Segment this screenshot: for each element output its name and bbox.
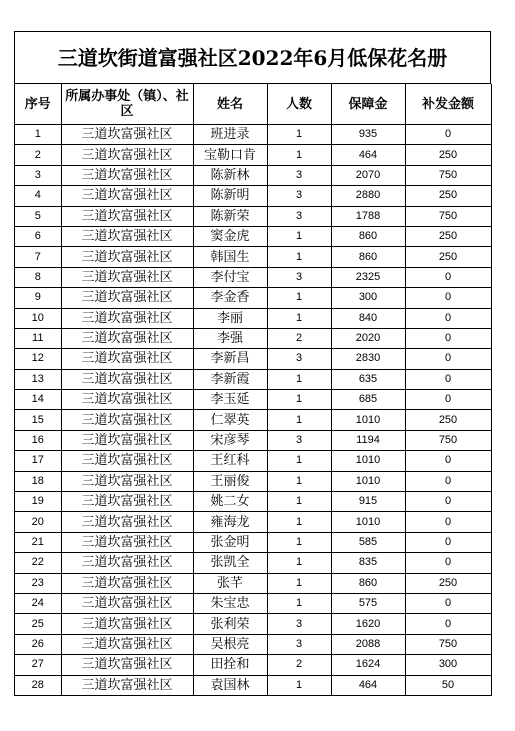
cell-count: 1 xyxy=(267,125,331,145)
cell-seq: 3 xyxy=(15,165,61,185)
table-row xyxy=(15,288,491,308)
cell-backpay: 50 xyxy=(405,675,491,695)
cell-office: 三道坎富强社区 xyxy=(61,492,193,512)
cell-office: 三道坎富强社区 xyxy=(61,247,193,267)
table-body xyxy=(15,125,491,696)
table-row xyxy=(15,206,491,226)
cell-allowance: 935 xyxy=(331,125,405,145)
cell-count: 1 xyxy=(267,288,331,308)
header-allowance: 保障金 xyxy=(331,84,405,125)
cell-office: 三道坎富强社区 xyxy=(61,614,193,634)
cell-seq: 23 xyxy=(15,573,61,593)
cell-backpay: 300 xyxy=(405,655,491,675)
cell-allowance: 635 xyxy=(331,369,405,389)
cell-seq: 15 xyxy=(15,410,61,430)
cell-backpay: 0 xyxy=(405,328,491,348)
cell-count: 1 xyxy=(267,369,331,389)
roster-table xyxy=(15,84,492,696)
cell-name: 窦金虎 xyxy=(193,226,267,246)
table-row xyxy=(15,634,491,654)
cell-backpay: 250 xyxy=(405,226,491,246)
table-row xyxy=(15,512,491,532)
table-row xyxy=(15,308,491,328)
cell-office: 三道坎富强社区 xyxy=(61,186,193,206)
table-row xyxy=(15,390,491,410)
cell-backpay: 250 xyxy=(405,186,491,206)
table-row xyxy=(15,410,491,430)
cell-seq: 5 xyxy=(15,206,61,226)
cell-backpay: 250 xyxy=(405,573,491,593)
cell-name: 李新昌 xyxy=(193,349,267,369)
cell-count: 3 xyxy=(267,430,331,450)
cell-backpay: 0 xyxy=(405,308,491,328)
cell-allowance: 860 xyxy=(331,573,405,593)
header-count: 人数 xyxy=(267,84,331,125)
cell-office: 三道坎富强社区 xyxy=(61,267,193,287)
cell-allowance: 1788 xyxy=(331,206,405,226)
cell-name: 陈新荣 xyxy=(193,206,267,226)
cell-seq: 27 xyxy=(15,655,61,675)
cell-count: 1 xyxy=(267,247,331,267)
cell-name: 姚二女 xyxy=(193,492,267,512)
cell-allowance: 835 xyxy=(331,553,405,573)
cell-count: 1 xyxy=(267,410,331,430)
cell-count: 1 xyxy=(267,471,331,491)
cell-allowance: 915 xyxy=(331,492,405,512)
cell-count: 2 xyxy=(267,655,331,675)
cell-office: 三道坎富强社区 xyxy=(61,206,193,226)
cell-allowance: 2880 xyxy=(331,186,405,206)
table-row xyxy=(15,573,491,593)
cell-seq: 7 xyxy=(15,247,61,267)
cell-office: 三道坎富强社区 xyxy=(61,471,193,491)
table-row xyxy=(15,532,491,552)
cell-allowance: 1010 xyxy=(331,512,405,532)
cell-seq: 19 xyxy=(15,492,61,512)
cell-allowance: 860 xyxy=(331,247,405,267)
cell-seq: 26 xyxy=(15,634,61,654)
cell-count: 1 xyxy=(267,451,331,471)
cell-seq: 6 xyxy=(15,226,61,246)
table-row xyxy=(15,125,491,145)
cell-seq: 1 xyxy=(15,125,61,145)
cell-allowance: 2020 xyxy=(331,328,405,348)
cell-office: 三道坎富强社区 xyxy=(61,308,193,328)
table-row xyxy=(15,145,491,165)
header-backpay: 补发金额 xyxy=(405,84,491,125)
table-row xyxy=(15,430,491,450)
cell-office: 三道坎富强社区 xyxy=(61,451,193,471)
cell-name: 李丽 xyxy=(193,308,267,328)
cell-count: 1 xyxy=(267,308,331,328)
cell-name: 朱宝忠 xyxy=(193,593,267,613)
cell-count: 3 xyxy=(267,614,331,634)
table-row xyxy=(15,226,491,246)
header-name: 姓名 xyxy=(193,84,267,125)
cell-seq: 28 xyxy=(15,675,61,695)
page-title: 三道坎街道富强社区2022年6月低保花名册 xyxy=(15,32,491,84)
cell-name: 吴根亮 xyxy=(193,634,267,654)
table-row xyxy=(15,471,491,491)
cell-name: 李玉延 xyxy=(193,390,267,410)
cell-name: 袁国林 xyxy=(193,675,267,695)
cell-allowance: 300 xyxy=(331,288,405,308)
table-row xyxy=(15,614,491,634)
table-row xyxy=(15,349,491,369)
cell-name: 班进录 xyxy=(193,125,267,145)
cell-name: 李强 xyxy=(193,328,267,348)
cell-count: 1 xyxy=(267,573,331,593)
cell-backpay: 0 xyxy=(405,512,491,532)
table-row xyxy=(15,267,491,287)
cell-count: 3 xyxy=(267,267,331,287)
cell-backpay: 0 xyxy=(405,593,491,613)
cell-name: 雍海龙 xyxy=(193,512,267,532)
cell-office: 三道坎富强社区 xyxy=(61,390,193,410)
cell-office: 三道坎富强社区 xyxy=(61,430,193,450)
header-office: 所属办事处（镇）、社区 xyxy=(61,84,193,125)
cell-allowance: 585 xyxy=(331,532,405,552)
cell-seq: 22 xyxy=(15,553,61,573)
table-row xyxy=(15,655,491,675)
cell-backpay: 250 xyxy=(405,247,491,267)
cell-backpay: 0 xyxy=(405,614,491,634)
cell-office: 三道坎富强社区 xyxy=(61,532,193,552)
cell-seq: 4 xyxy=(15,186,61,206)
cell-backpay: 250 xyxy=(405,410,491,430)
table-row xyxy=(15,675,491,695)
cell-name: 李金香 xyxy=(193,288,267,308)
cell-count: 3 xyxy=(267,349,331,369)
cell-count: 1 xyxy=(267,593,331,613)
table-row xyxy=(15,553,491,573)
cell-backpay: 0 xyxy=(405,125,491,145)
cell-count: 1 xyxy=(267,512,331,532)
cell-backpay: 0 xyxy=(405,532,491,552)
table-row xyxy=(15,165,491,185)
cell-count: 1 xyxy=(267,492,331,512)
cell-allowance: 2325 xyxy=(331,267,405,287)
cell-seq: 21 xyxy=(15,532,61,552)
cell-backpay: 750 xyxy=(405,165,491,185)
cell-office: 三道坎富强社区 xyxy=(61,145,193,165)
cell-allowance: 575 xyxy=(331,593,405,613)
header-row xyxy=(15,84,491,125)
cell-backpay: 0 xyxy=(405,471,491,491)
cell-seq: 14 xyxy=(15,390,61,410)
cell-backpay: 0 xyxy=(405,267,491,287)
cell-backpay: 250 xyxy=(405,145,491,165)
cell-count: 1 xyxy=(267,553,331,573)
cell-backpay: 0 xyxy=(405,349,491,369)
table-row xyxy=(15,247,491,267)
cell-count: 1 xyxy=(267,390,331,410)
cell-count: 1 xyxy=(267,226,331,246)
cell-backpay: 0 xyxy=(405,553,491,573)
cell-name: 张金明 xyxy=(193,532,267,552)
cell-count: 1 xyxy=(267,145,331,165)
cell-office: 三道坎富强社区 xyxy=(61,288,193,308)
cell-office: 三道坎富强社区 xyxy=(61,125,193,145)
cell-allowance: 2830 xyxy=(331,349,405,369)
cell-office: 三道坎富强社区 xyxy=(61,634,193,654)
cell-office: 三道坎富强社区 xyxy=(61,675,193,695)
cell-backpay: 0 xyxy=(405,288,491,308)
cell-count: 1 xyxy=(267,675,331,695)
cell-backpay: 750 xyxy=(405,634,491,654)
cell-office: 三道坎富强社区 xyxy=(61,410,193,430)
cell-count: 3 xyxy=(267,165,331,185)
cell-name: 张利荣 xyxy=(193,614,267,634)
cell-allowance: 1624 xyxy=(331,655,405,675)
cell-office: 三道坎富强社区 xyxy=(61,165,193,185)
cell-seq: 18 xyxy=(15,471,61,491)
cell-count: 3 xyxy=(267,206,331,226)
cell-seq: 16 xyxy=(15,430,61,450)
cell-name: 仁翠英 xyxy=(193,410,267,430)
table-row xyxy=(15,186,491,206)
header-seq: 序号 xyxy=(15,84,61,125)
cell-name: 宝勒口肯 xyxy=(193,145,267,165)
cell-allowance: 464 xyxy=(331,145,405,165)
cell-seq: 2 xyxy=(15,145,61,165)
cell-office: 三道坎富强社区 xyxy=(61,593,193,613)
table-row xyxy=(15,492,491,512)
cell-name: 陈新明 xyxy=(193,186,267,206)
cell-name: 张芊 xyxy=(193,573,267,593)
cell-allowance: 2070 xyxy=(331,165,405,185)
cell-office: 三道坎富强社区 xyxy=(61,349,193,369)
cell-allowance: 1010 xyxy=(331,410,405,430)
cell-seq: 12 xyxy=(15,349,61,369)
cell-seq: 20 xyxy=(15,512,61,532)
cell-count: 3 xyxy=(267,186,331,206)
cell-office: 三道坎富强社区 xyxy=(61,328,193,348)
cell-allowance: 1194 xyxy=(331,430,405,450)
cell-name: 李付宝 xyxy=(193,267,267,287)
cell-allowance: 685 xyxy=(331,390,405,410)
table-row xyxy=(15,593,491,613)
cell-allowance: 1010 xyxy=(331,451,405,471)
cell-allowance: 1010 xyxy=(331,471,405,491)
table-row xyxy=(15,328,491,348)
cell-seq: 9 xyxy=(15,288,61,308)
cell-office: 三道坎富强社区 xyxy=(61,573,193,593)
cell-seq: 8 xyxy=(15,267,61,287)
cell-seq: 10 xyxy=(15,308,61,328)
cell-name: 韩国生 xyxy=(193,247,267,267)
cell-office: 三道坎富强社区 xyxy=(61,226,193,246)
cell-name: 王红科 xyxy=(193,451,267,471)
cell-name: 宋彦琴 xyxy=(193,430,267,450)
cell-backpay: 0 xyxy=(405,369,491,389)
cell-backpay: 750 xyxy=(405,430,491,450)
cell-backpay: 0 xyxy=(405,451,491,471)
cell-allowance: 2088 xyxy=(331,634,405,654)
cell-count: 1 xyxy=(267,532,331,552)
cell-seq: 17 xyxy=(15,451,61,471)
cell-seq: 11 xyxy=(15,328,61,348)
cell-allowance: 840 xyxy=(331,308,405,328)
cell-name: 王丽俊 xyxy=(193,471,267,491)
table-row xyxy=(15,369,491,389)
cell-name: 李新霞 xyxy=(193,369,267,389)
cell-backpay: 750 xyxy=(405,206,491,226)
cell-allowance: 1620 xyxy=(331,614,405,634)
cell-backpay: 0 xyxy=(405,492,491,512)
cell-count: 3 xyxy=(267,634,331,654)
cell-office: 三道坎富强社区 xyxy=(61,553,193,573)
cell-seq: 24 xyxy=(15,593,61,613)
cell-name: 陈新林 xyxy=(193,165,267,185)
cell-office: 三道坎富强社区 xyxy=(61,369,193,389)
roster-sheet xyxy=(14,31,491,696)
cell-seq: 13 xyxy=(15,369,61,389)
cell-office: 三道坎富强社区 xyxy=(61,512,193,532)
cell-allowance: 860 xyxy=(331,226,405,246)
cell-name: 田拴和 xyxy=(193,655,267,675)
cell-count: 2 xyxy=(267,328,331,348)
cell-name: 张凯全 xyxy=(193,553,267,573)
cell-office: 三道坎富强社区 xyxy=(61,655,193,675)
table-row xyxy=(15,451,491,471)
cell-allowance: 464 xyxy=(331,675,405,695)
cell-backpay: 0 xyxy=(405,390,491,410)
cell-seq: 25 xyxy=(15,614,61,634)
